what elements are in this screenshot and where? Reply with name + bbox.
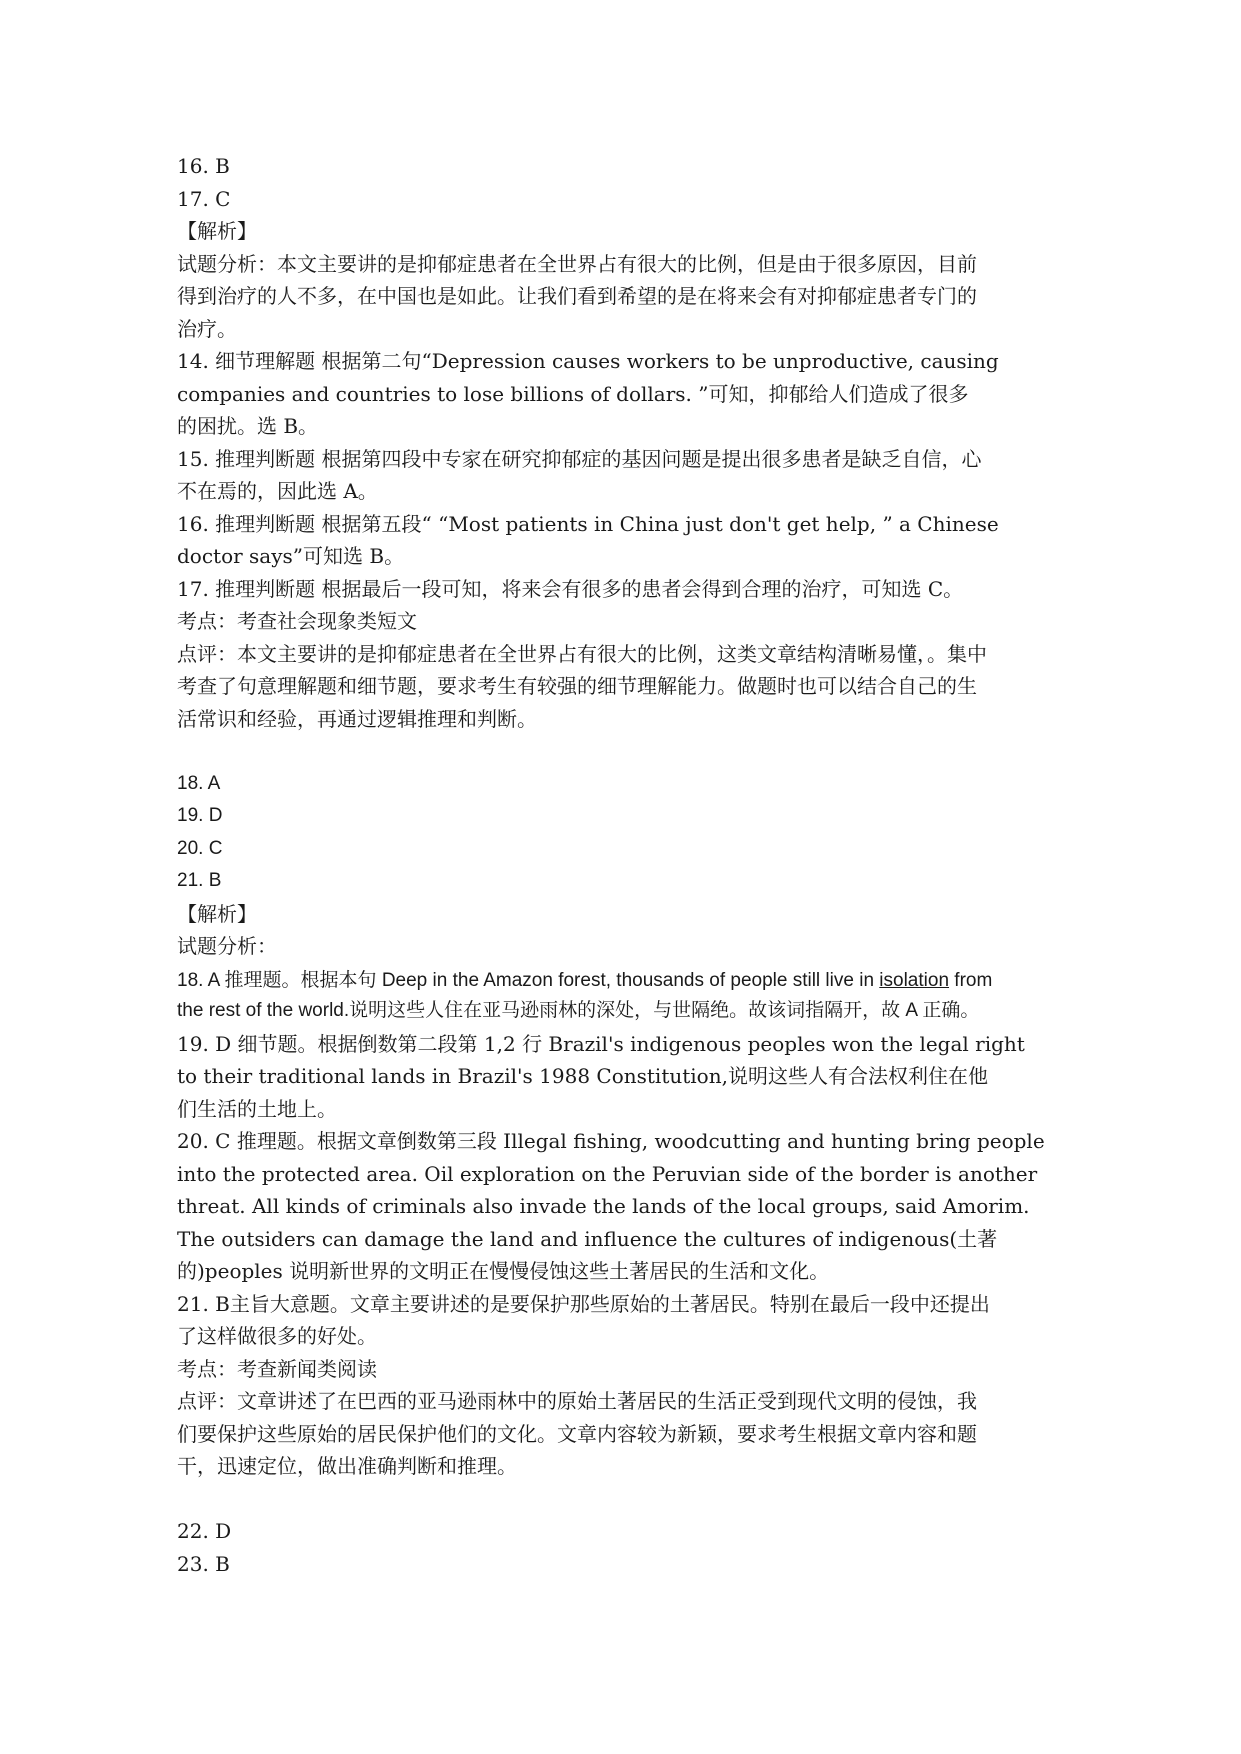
analysis-heading: 【解析】 — [177, 901, 257, 926]
explanation-q20: 20. C 推理题。根据文章倒数第三段 Illegal fishing, woodcutting and hunting bring people — [177, 1129, 1045, 1153]
analysis-label: 试题分析： — [177, 934, 277, 958]
explanation-q21: 21. B主旨大意题。文章主要讲述的是要保护那些原始的土著居民。特别在最后一段中还提出 — [177, 1291, 990, 1316]
analysis-heading: 【解析】 — [177, 219, 257, 243]
answer-16: 16. B — [177, 154, 230, 178]
explanation-q14: 的困扰。选 B。 — [177, 414, 319, 438]
q18-text-end: from — [949, 969, 993, 991]
explanation-q21: 了这样做很多的好处。 — [177, 1324, 377, 1348]
explanation-q15: 15. 推理判断题 根据第四段中专家在研究抑郁症的基因问题是提出很多患者是缺乏自信，心 — [177, 446, 982, 471]
answer-23: 23. B — [177, 1551, 230, 1576]
explanation-q15: 不在焉的，因此选 A。 — [177, 479, 378, 503]
explanation-q20: The outsiders can damage the land and influence the cultures of indigenous(土著 — [177, 1226, 998, 1251]
q18-underlined-word: isolation — [879, 969, 950, 991]
explanation-q16: doctor says”可知选 B。 — [177, 544, 405, 568]
dianping-line: 活常识和经验，再通过逻辑推理和判断。 — [177, 706, 537, 731]
dianping-line: 点评：文章讲述了在巴西的亚马逊雨林中的原始土著居民的生活正受到现代文明的侵蚀，我 — [177, 1389, 977, 1413]
explanation-q17: 17. 推理判断题 根据最后一段可知，将来会有很多的患者会得到合理的治疗，可知选 C。 — [177, 576, 964, 601]
kaodian-line: 考点：考查新闻类阅读 — [177, 1356, 377, 1381]
section-gap — [177, 1483, 1117, 1516]
explanation-q14: 14. 细节理解题 根据第二句“Depression causes workers to be unproductive, causing — [177, 349, 999, 373]
answer-20: 20. C — [177, 837, 223, 859]
dianping-line: 们要保护这些原始的居民保护他们的文化。文章内容较为新颖，要求考生根据文章内容和题 — [177, 1421, 977, 1446]
document-body — [177, 150, 1117, 1580]
dianping-line: 干，迅速定位，做出准确判断和推理。 — [177, 1454, 517, 1478]
section-gap — [177, 735, 1117, 768]
analysis-line: 得到治疗的人不多，在中国也是如此。让我们看到希望的是在将来会有对抑郁症患者专门的 — [177, 284, 977, 308]
dianping-line: 点评：本文主要讲的是抑郁症患者在全世界占有很大的比例，这类文章结构清晰易懂，。集中 — [177, 641, 987, 666]
explanation-q18: the rest of the world.说明这些人住在亚马逊雨林的深处，与世隔绝。故该词指隔开，故 A 正确。 — [177, 1000, 980, 1021]
explanation-q19: 19. D 细节题。根据倒数第二段第 1,2 行 Brazil's indigenous peoples won the legal right — [177, 1031, 1025, 1056]
explanation-q19: to their traditional lands in Brazil's 1988 Constitution,说明这些人有合法权利住在他 — [177, 1064, 988, 1088]
explanation-q20: 的)peoples 说明新世界的文明正在慢慢侵蚀这些土著居民的生活和文化。 — [177, 1259, 830, 1283]
answer-19: 19. D — [177, 805, 223, 826]
answer-18: 18. A — [177, 772, 221, 794]
explanation-q16: 16. 推理判断题 根据第五段“ “Most patients in China just don't get help, ” a Chinese — [177, 511, 999, 536]
answer-17: 17. C — [177, 186, 231, 211]
explanation-q14: companies and countries to lose billions of dollars. ”可知，抑郁给人们造成了很多 — [177, 381, 969, 406]
explanation-q19: 们生活的土地上。 — [177, 1096, 337, 1121]
q18-text: 18. A 推理题。根据本句 Deep in the Amazon forest, thousands of people still live in — [177, 969, 880, 991]
explanation-q20: into the protected area. Oil exploration on the Peruvian side of the border is another — [177, 1161, 1038, 1186]
analysis-line: 治疗。 — [177, 316, 237, 341]
dianping-line: 考查了句意理解题和细节题，要求考生有较强的细节理解能力。做题时也可以结合自己的生 — [177, 674, 977, 698]
answer-22: 22. D — [177, 1519, 232, 1543]
explanation-q20: threat. All kinds of criminals also invade the lands of the local groups, said Amorim. — [177, 1194, 1030, 1218]
answer-21: 21. B — [177, 870, 222, 891]
explanation-q18 — [177, 963, 1117, 996]
analysis-line: 试题分析：本文主要讲的是抑郁症患者在全世界占有很大的比例，但是由于很多原因，目前 — [177, 251, 977, 276]
kaodian-line: 考点：考查社会现象类短文 — [177, 609, 417, 633]
